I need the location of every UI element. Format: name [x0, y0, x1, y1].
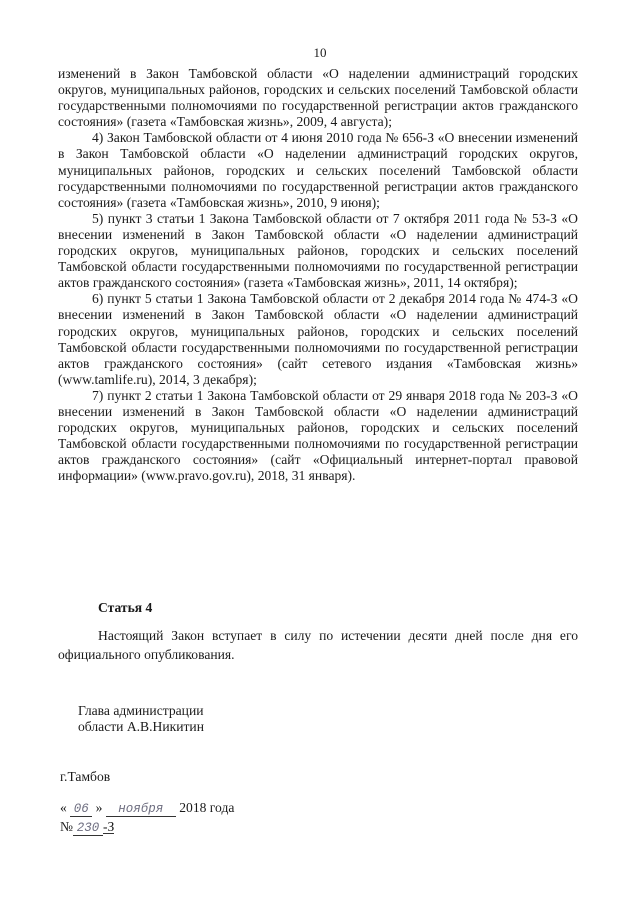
list-item-6: 6) пункт 5 статьи 1 Закона Тамбовской области от 2 декабря 2014 года № 474-З «О внесении изменений в Закон Тамбовской области «О наделении администраций городских округов, муниципальных районов, городских и сельских поселений Тамбовской области государственными полномочиями по государственной регистрации актов гражданского состояния» (сайт сетевого издания «Тамбовская жизнь» (www.tamlife.ru), 2014, 3 декабря); [58, 291, 578, 387]
number-sign: № [60, 819, 73, 834]
signing-date [60, 800, 234, 817]
list-item-4: 4) Закон Тамбовской области от 4 июня 2010 года № 656-З «О внесении изменений в Закон Тамбовской области «О наделении администраций городских округов, муниципальных районов, городских и сельских поселений Тамбовской области государственными полномочиями по государственной регистрации актов гражданского состояния» (газета «Тамбовская жизнь», 2010, 9 июня); [58, 130, 578, 210]
city-label: г.Тамбов [60, 769, 111, 784]
paragraph-continuation: изменений в Закон Тамбовской области «О наделении администраций городских округов, муниципальных районов, городских и сельских поселений Тамбовской области государственными полномочиями по государственной регистрации актов гражданского состояния» (газета «Тамбовская жизнь», 2009, 4 августа); [58, 66, 578, 130]
number-value: 230 [73, 822, 103, 836]
date-month: ноября [106, 803, 176, 817]
article-title: Статья 4 [98, 600, 153, 615]
page-number: 10 [313, 45, 327, 60]
date-year: 2018 года [179, 800, 235, 815]
signature-block [78, 703, 204, 735]
number-suffix: -З [102, 819, 115, 834]
date-open-quote: « [60, 800, 67, 815]
article-body: Настоящий Закон вступает в силу по истечении десяти дней после дня его официального опубликования. [58, 628, 578, 662]
signatory-position: Глава администрации [78, 703, 204, 718]
date-close-quote: » [95, 800, 103, 815]
list-item-7: 7) пункт 2 статьи 1 Закона Тамбовской области от 29 января 2018 года № 203-З «О внесении изменений в Закон Тамбовской области «О наделении администраций городских округов, муниципальных районов, городских и сельских поселений Тамбовской области государственными полномочиями по государственной регистрации актов гражданского состояния» (сайт «Официальный интернет-портал правовой информации» (www.pravo.gov.ru), 2018, 31 января). [58, 387, 578, 484]
law-list [58, 66, 578, 484]
law-number [60, 819, 114, 836]
list-item-5: 5) пункт 3 статьи 1 Закона Тамбовской области от 7 октября 2011 года № 53-З «О внесении изменений в Закон Тамбовской области «О наделении администраций городских округов, муниципальных районов, городских и сельских поселений Тамбовской области государственными полномочиями по государственной регистрации актов гражданского состояния» (газета «Тамбовская жизнь», 2011, 14 октября); [58, 210, 578, 291]
date-day: 06 [70, 803, 92, 817]
signatory-name: области А.В.Никитин [78, 719, 204, 734]
